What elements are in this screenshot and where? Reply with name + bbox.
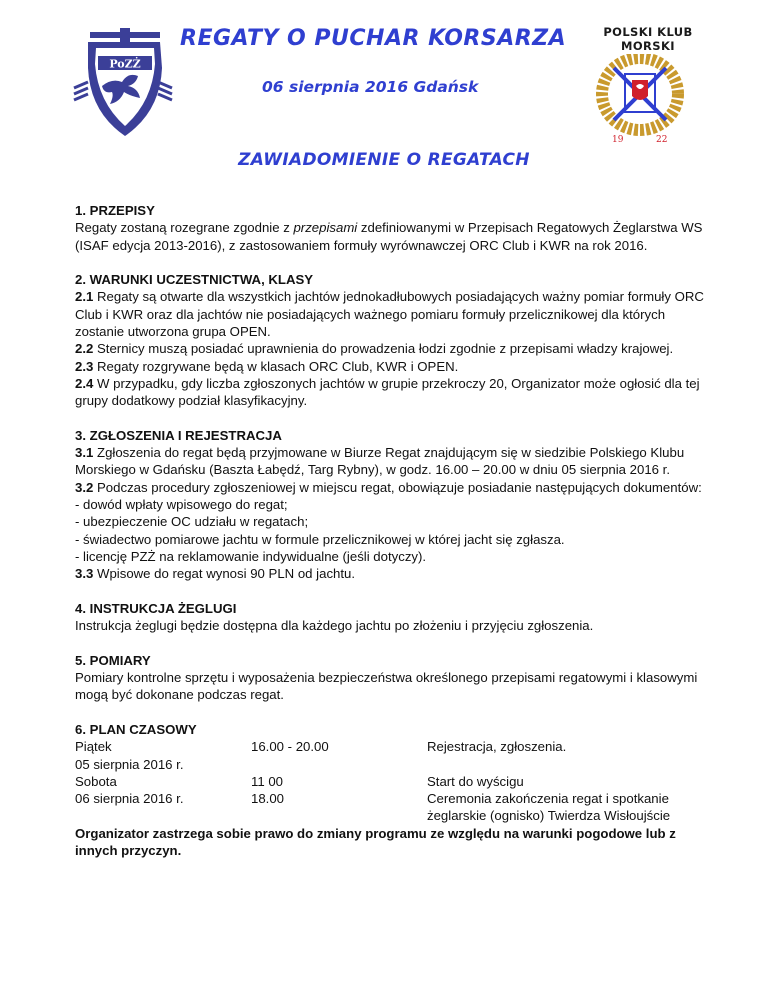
section-registration [75, 427, 715, 583]
list-item [75, 340, 715, 357]
text-run: Regaty zostaną rozegrane zgodnie z [75, 220, 294, 236]
section-instructions [75, 600, 715, 635]
schedule-event: Start do wyścigu [427, 773, 524, 789]
section-text: Instrukcja żeglugi będzie dostępna dla każdego jachtu po złożeniu i przyjęciu zgłoszenia. [75, 618, 594, 634]
section-heading: 1. PRZEPISY [75, 203, 155, 218]
schedule-day: Sobota [75, 773, 117, 789]
schedule-event: Rejestracja, zgłoszenia. [427, 739, 567, 755]
item-number: 2.4 [75, 375, 94, 391]
schedule-time: 18.00 [251, 791, 285, 807]
wing-right-icon [158, 82, 172, 100]
section-heading: 6. PLAN CZASOWY [75, 721, 197, 737]
club-name-line2: MORSKI [621, 39, 675, 53]
document-body [75, 202, 715, 859]
item-number: 2.2 [75, 341, 94, 357]
item-number: 2.1 [75, 289, 94, 305]
final-note: Organizator zastrzega sobie prawo do zmiany programu ze względu na warunki pogodowe lub z innych przyczyn. [75, 825, 676, 858]
schedule-day: Piątek [75, 739, 112, 755]
item-number: 3.2 [75, 479, 94, 495]
document-list-item: - licencję PZŻ na reklamowanie indywidualne (jeśli dotyczy). [75, 548, 427, 564]
anchor-ring [120, 28, 130, 42]
schedule-day: 05 sierpnia 2016 r. [75, 756, 184, 772]
section-heading: 3. ZGŁOSZENIA I REJESTRACJA [75, 427, 282, 443]
schedule-table [75, 738, 715, 824]
item-text: W przypadku, gdy liczba zgłoszonych jachtów w grupie przekroczy 20, Organizator może ogłosić dla tej grupy dodatkowy podział klasyfikacyjny. [75, 375, 700, 409]
text-run: zdefiniowanymi w Przepisach Regatowych Żeglarstwa WS (ISAF edycja 2013-2016), z zastosowaniem formuły wyrównawczej ORC Club i KWR na rok 2016. [75, 220, 703, 253]
wing-left-icon [74, 82, 88, 100]
section-heading: 5. POMIARY [75, 652, 151, 668]
schedule-day: 06 sierpnia 2016 r. [75, 791, 184, 807]
list-item [75, 479, 715, 496]
pzz-logo-text: PoZŻ [109, 57, 141, 71]
section-rules [75, 202, 715, 254]
item-text: Zgłoszenia do regat będą przyjmowane w Biurze Regat znajdującym się w siedzibie Polskiego Klubu Morskiego w Gdańsku (Baszta Łabędź, Targ Rybny), w godz. 16.00 – 20.00 w dniu 05 sierpnia 2016 r. [75, 445, 685, 478]
eagle-shield-icon [632, 80, 648, 100]
list-item [75, 444, 715, 479]
item-text: Regaty są otwarte dla wszystkich jachtów jednokadłubowych posiadających ważny pomiar formuły ORC Club i KWR oraz dla jachtów nie posiadających ważnego pomiaru formuły przelicznikowej dla których zostanie utworzona grupa OPEN. [75, 289, 704, 340]
list-item [75, 565, 715, 582]
item-text: Wpisowe do regat wynosi 90 PLN od jachtu. [93, 566, 356, 582]
schedule-time: 11 00 [251, 773, 284, 789]
notice-heading: ZAWIADOMIENIE O REGATACH [238, 150, 530, 170]
section-schedule [75, 721, 715, 859]
event-title: REGATY O PUCHAR KORSARZA [180, 26, 567, 51]
item-number: 3.1 [75, 445, 94, 461]
document-list-item: - świadectwo pomiarowe jachtu w formule przelicznikowej w której jacht się zgłasza. [75, 531, 565, 547]
section-text [75, 219, 715, 254]
club-name [588, 25, 708, 53]
item-number: 3.3 [75, 566, 94, 582]
list-item [75, 375, 715, 410]
pzz-logo [68, 28, 178, 140]
item-text: Podczas procedury zgłoszeniowej w miejscu regat, obowiązuje posiadanie następujących dokumentów: [93, 479, 702, 495]
event-date-place: 06 sierpnia 2016 Gdańsk [262, 78, 479, 96]
text-italic: przepisami [293, 220, 358, 236]
list-item [75, 358, 715, 375]
document-list-item: - dowód wpłaty wpisowego do regat; [75, 497, 288, 513]
item-text: Sternicy muszą posiadać uprawnienia do prowadzenia łodzi zgodnie z przepisami władzy krajowej. [93, 341, 674, 357]
schedule-event: Ceremonia zakończenia regat i spotkanie żeglarskie (ognisko) Twierdza Wisłoujście [427, 791, 671, 824]
list-item [75, 288, 715, 340]
item-text: Regaty rozgrywane będą w klasach ORC Club, KWR i OPEN. [93, 358, 459, 374]
section-measurements [75, 652, 715, 704]
document-list-item: - ubezpieczenie OC udziału w regatach; [75, 514, 309, 530]
section-eligibility [75, 271, 715, 409]
schedule-time [251, 756, 427, 773]
schedule-event [427, 756, 715, 773]
pkm-emblem [590, 54, 690, 146]
item-number: 2.3 [75, 358, 94, 374]
schedule-time: 16.00 - 20.00 [251, 739, 329, 755]
section-heading: 4. INSTRUKCJA ŻEGLUGI [75, 600, 237, 616]
section-text: Pomiary kontrolne sprzętu i wyposażenia bezpieczeństwa określonego przepisami regatowymi i klasowymi mogą być dokonane podczas regat. [75, 670, 698, 703]
emblem-year-right: 22 [656, 135, 668, 145]
emblem-year-left: 19 [612, 135, 624, 145]
club-name-line1: POLSKI KLUB [603, 25, 693, 39]
section-heading: 2. WARUNKI UCZESTNICTWA, KLASY [75, 272, 314, 288]
